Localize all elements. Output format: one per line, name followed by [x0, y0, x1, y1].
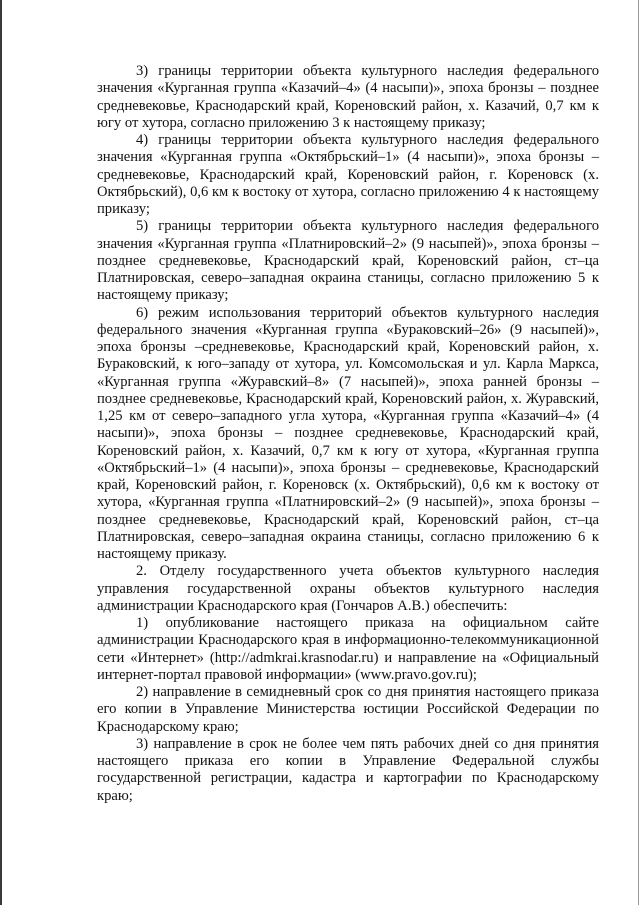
- paragraph-task-2-justice-ministry: 2) направление в семидневный срок со дня принятия настоящего приказа его копии в Управление Министерства юстиции Российской Федерации по Краснодарскому краю;: [97, 684, 599, 735]
- page-left-edge: [0, 0, 2, 905]
- paragraph-task-3-registration-service: 3) направление в срок не более чем пять рабочих дней со дня принятия настоящего приказа его копии в Управление Федеральной службы государственной регистрации, кадастра и картографии по Краснодарскому краю;: [97, 735, 599, 804]
- paragraph-item-3-boundaries-kazachiy: 3) границы территории объекта культурного наследия федерального значения «Курганная группа «Казачий–4» (4 насыпи)», эпоха бронзы – позднее средневековье, Краснодарский край, Кореновский район, х. Казачий, 0,7 км к югу от хутора, согласно приложению 3 к настоящему приказу;: [97, 63, 599, 131]
- paragraph-item-4-boundaries-oktyabrskiy: 4) границы территории объекта культурного наследия федерального значения «Курганная группа «Октябрьский–1» (4 насыпи)», эпоха бронзы – средневековье, Краснодарский край, Кореновский район, г. Кореновск (х. Октябрьский), 0,6 км к востоку от хутора, согласно приложению 4 к настоящему приказу;: [97, 132, 599, 217]
- document-page: [97, 63, 599, 805]
- paragraph-task-1-publication: 1) опубликование настоящего приказа на официальном сайте администрации Краснодарского края в информационно-телекоммуникационной сети «Интернет» (http://admkrai.krasnodar.ru) и направление на «Официальный интернет-портал правовой информации» (www.pravo.gov.ru);: [97, 615, 599, 683]
- paragraph-item-6-usage-regime: 6) режим использования территорий объектов культурного наследия федерального значения «Курганная группа «Бураковский–26» (9 насыпей)», эпоха бронзы –средневековье, Краснодарский край, Кореновский район, х. Бураковский, к юго–западу от хутора, ул. Комсомольская и ул. Карла Маркса, «Курганная группа «Журавский–8» (7 насыпей)», эпоха ранней бронзы – позднее средневековье, Краснодарский край, Кореновский район, х. Журавский, 1,25 км от северо–западного угла хутора, «Курганная группа «Казачий–4» (4 насыпи)», эпоха бронзы – позднее средневековье, Краснодарский край, Кореновский район, х. Казачий, 0,7 км к югу от хутора, «Курганная группа «Октябрьский–1» (4 насыпи)», эпоха бронзы – средневековье, Краснодарский край, Кореновский район, г. Кореновск (х. Октябрьский), 0,6 км к востоку от хутора, «Курганная группа «Платнировский–2» (9 насыпей)», эпоха бронзы – позднее средневековье, Краснодарский край, Кореновский район, ст–ца Платнировская, северо–западная окраина станицы, согласно приложению 6 к настоящему приказу.: [97, 304, 599, 562]
- paragraph-section-2-department-tasks: 2. Отделу государственного учета объектов культурного наследия управления государственной охраны объектов культурного наследия администрации Краснодарского края (Гончаров А.В.) обеспечить:: [97, 563, 599, 614]
- paragraph-item-5-boundaries-platnirovskiy: 5) границы территории объекта культурного наследия федерального значения «Курганная группа «Платнировский–2» (9 насыпей)», эпоха бронзы – позднее средневековье, Краснодарский край, Кореновский район, ст–ца Платнировская, северо–западная окраина станицы, согласно приложению 5 к настоящему приказу;: [97, 218, 599, 304]
